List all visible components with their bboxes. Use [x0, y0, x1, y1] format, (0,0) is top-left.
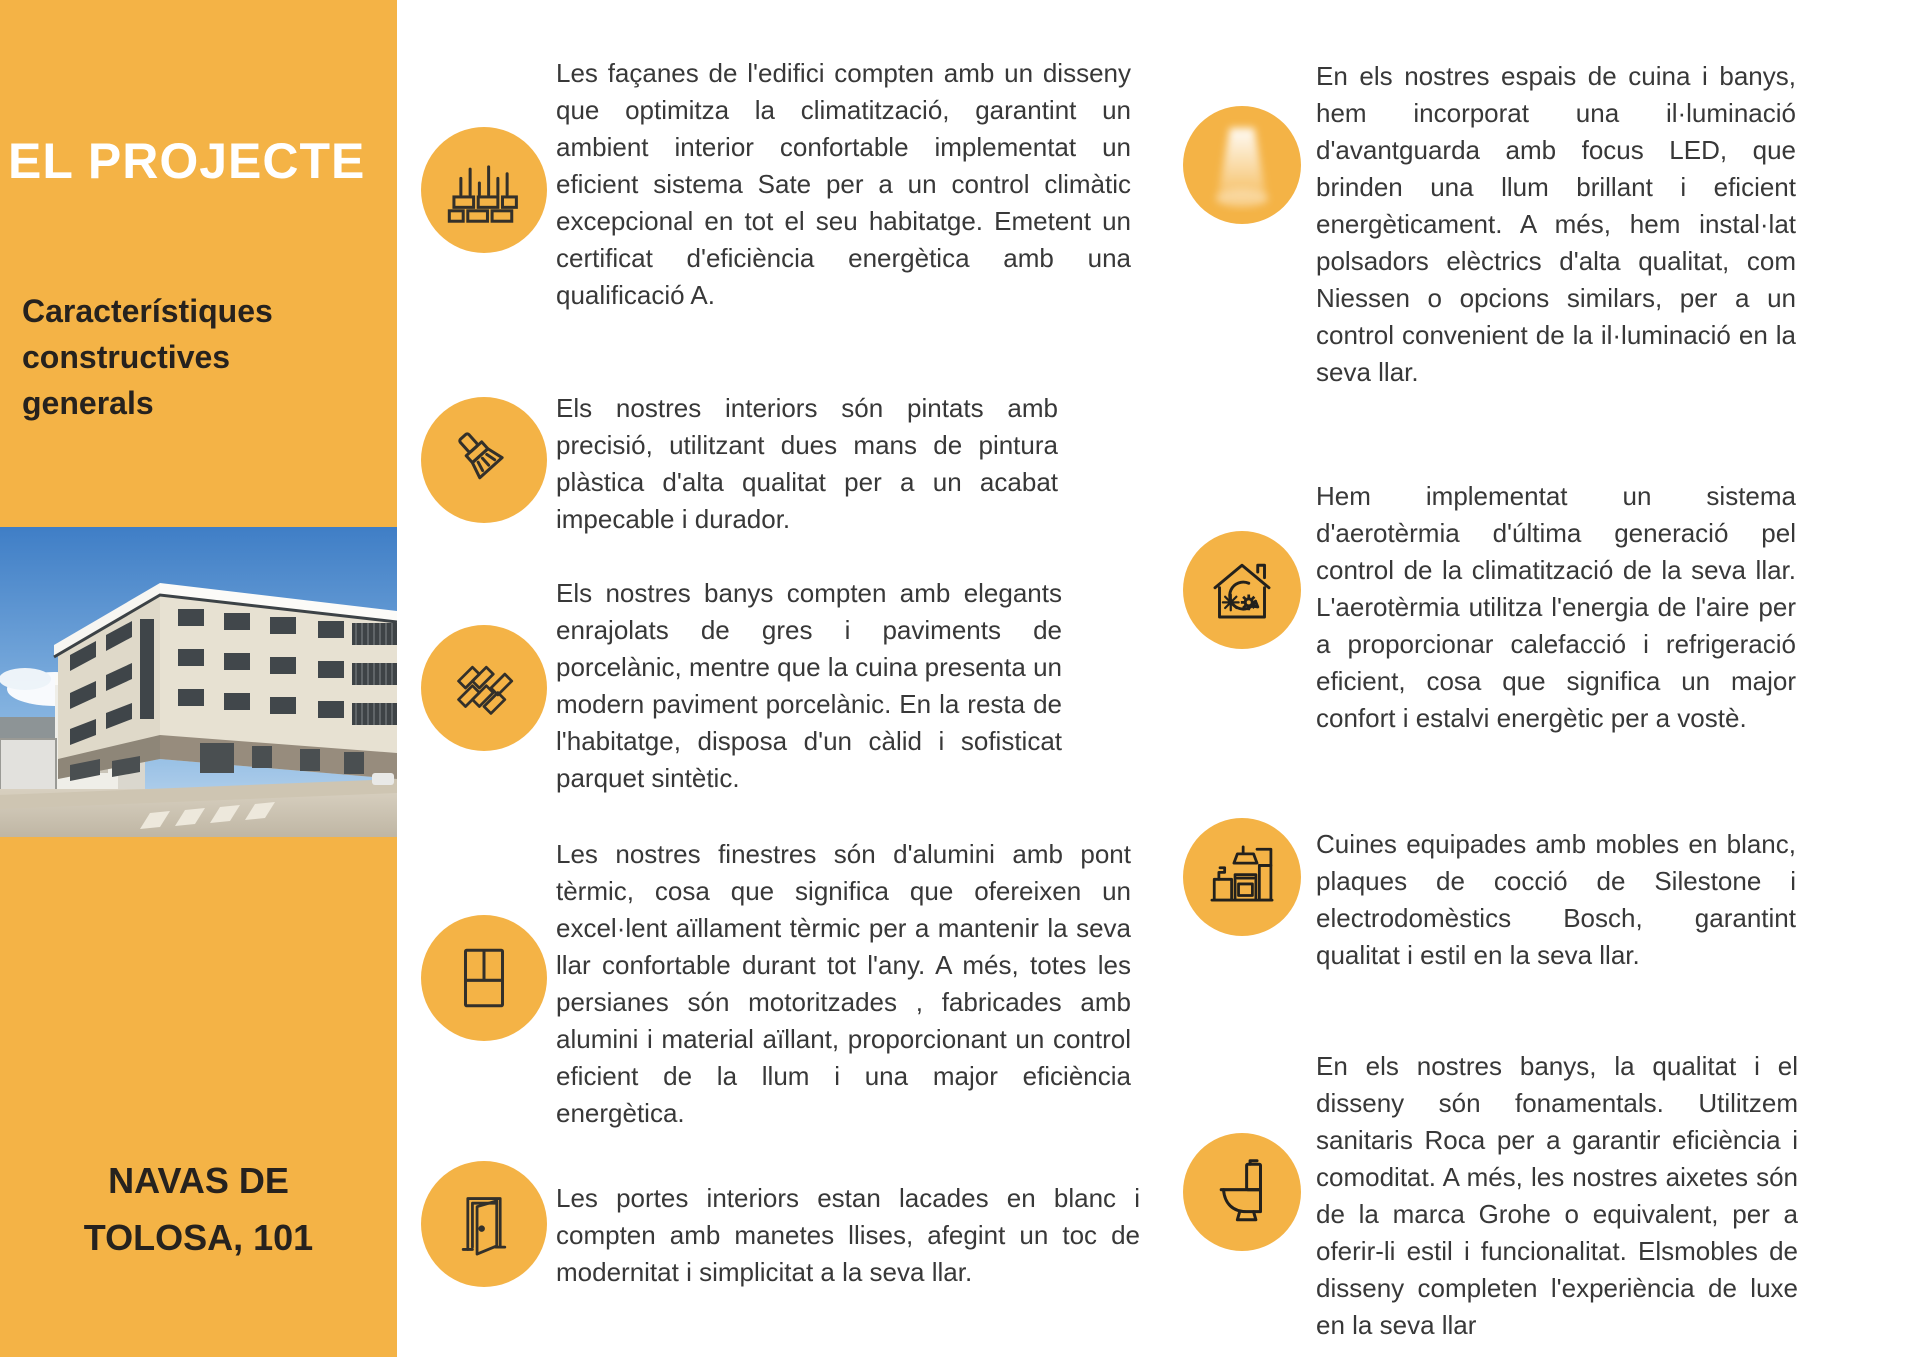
paragraph-aerothermal: [1316, 478, 1796, 737]
spotlight-icon: [1183, 106, 1301, 224]
address: [0, 1152, 397, 1266]
bathroom-feature-icon: [1183, 1133, 1301, 1251]
facade-feature-icon: [421, 127, 547, 253]
lighting-feature-icon: [1183, 106, 1301, 224]
page-subtitle: Característiques constructives generals: [22, 293, 273, 421]
paragraph-text: Les nostres finestres són d'alumini amb pont tèrmic, cosa que significa que ofereixen un excel·lent aïllament tèrmic per a mantenir la seva llar confortable durant tot l'any. A més, totes les persianes són motoritzades , fabricades amb alumini i material aïllant, proporcionant un control eficient de la llum i una major eficiència energètica.: [556, 839, 1131, 1128]
kitchen-icon: [1205, 840, 1279, 914]
paragraph-windows: [556, 836, 1131, 1132]
parquet-icon: [447, 651, 521, 725]
brick-wall-icon: [447, 153, 521, 227]
window-feature-icon: [421, 915, 547, 1041]
window-icon: [447, 941, 521, 1015]
paragraph-painting: [556, 390, 1058, 538]
paragraph-text: En els nostres espais de cuina i banys, hem incorporat una il·luminació d'avantguarda amb focus LED, que brinden una llum brillant i eficient energèticament. A més, hem instal·lat polsadors elèctrics d'alta qualitat, com Niessen o opcions similars, per a un control convenient de la il·luminació en la seva llar.: [1316, 61, 1796, 387]
door-icon: [447, 1187, 521, 1261]
paragraph-kitchen: [1316, 826, 1796, 974]
paintbrush-icon: [447, 423, 521, 497]
page-title: EL PROJECTE: [8, 133, 366, 189]
paragraph-text: Les façanes de l'edifici compten amb un disseny que optimitza la climatització, garantint un ambient interior confortable implementat un eficient sistema Sate per a un control climàtic excepcional en tot el seu habitatge. Emetent un certificat d'eficiència energètica amb una qualificació A.: [556, 58, 1131, 310]
paragraph-text: Hem implementat un sistema d'aerotèrmia d'última generació pel control de la climatització de la seva llar. L'aerotèrmia utilitza l'energia de l'aire per a proporcionar calefacció i refrigeració eficient, cosa que significa un major confort i estalvi energètic per a vostè.: [1316, 481, 1796, 733]
paragraph-facades: [556, 55, 1131, 314]
toilet-icon: [1205, 1155, 1279, 1229]
paragraph-text: En els nostres banys, la qualitat i el disseny són fonamentals. Utilitzem sanitaris Roca per a garantir eficiència i comoditat. A més, les nostres aixetes són de la marca Grohe o equivalent, per a oferir-li estil i funcionalitat. Elsmobles de disseny completen l'experiència de luxe en la seva llar: [1316, 1051, 1798, 1340]
paragraph-text: Els nostres interiors són pintats amb precisió, utilitzant dues mans de pintura plàstica d'alta qualitat per a un acabat impecable i durador.: [556, 393, 1058, 534]
climate-feature-icon: [1183, 531, 1301, 649]
flooring-feature-icon: [421, 625, 547, 751]
paragraph-text: Les portes interiors estan lacades en blanc i compten amb manetes llises, afegint un toc de modernitat i simplicitat a la seva llar.: [556, 1183, 1140, 1287]
paragraph-doors: [556, 1180, 1140, 1291]
painting-feature-icon: [421, 397, 547, 523]
aerothermal-icon: [1206, 554, 1278, 626]
paragraph-text: Cuines equipades amb mobles en blanc, plaques de cocció de Silestone i electrodomèstics Bosch, garantint qualitat i estil en la seva llar.: [1316, 829, 1796, 970]
address-line-2: TOLOSA, 101: [83, 1217, 314, 1258]
building-photo: [0, 527, 397, 837]
paragraph-bathrooms: [1316, 1048, 1798, 1344]
address-line-1: NAVAS DE: [108, 1160, 289, 1201]
sidebar: [0, 0, 397, 1357]
paragraph-lighting: [1316, 58, 1796, 391]
door-feature-icon: [421, 1161, 547, 1287]
kitchen-feature-icon: [1183, 818, 1301, 936]
paragraph-text: Els nostres banys compten amb elegants enrajolats de gres i paviments de porcelànic, mentre que la cuina presenta un modern paviment porcelànic. En la resta de l'habitatge, disposa d'un càlid i sofisticat parquet sintètic.: [556, 578, 1062, 793]
paragraph-flooring: [556, 575, 1062, 797]
